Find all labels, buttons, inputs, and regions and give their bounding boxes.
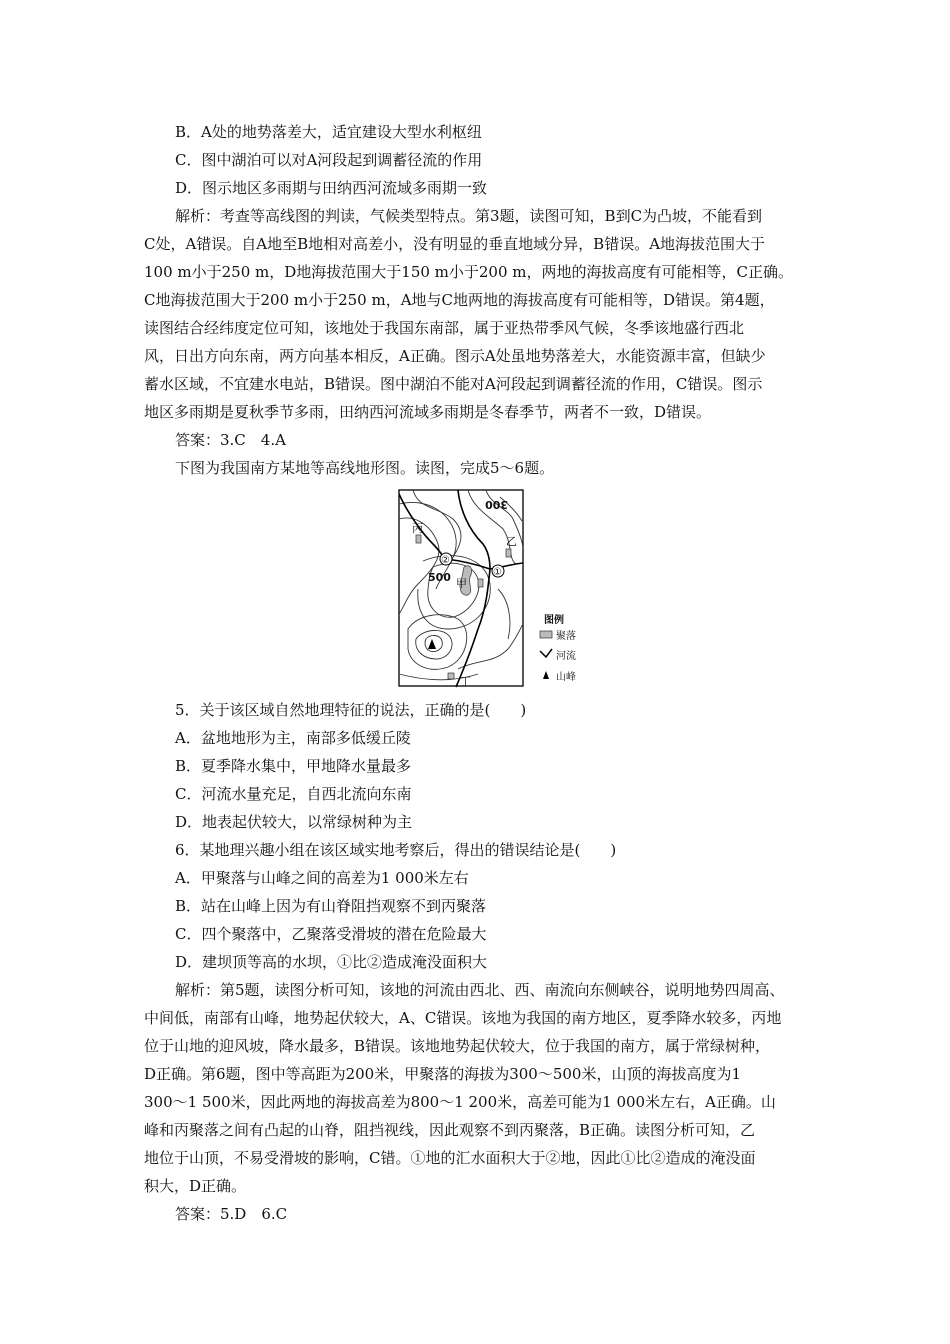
analysis1-line: C处，A错误。自A地至B地相对高差小，没有明显的垂直地域分异，B错误。A地海拔范围大于 (144, 235, 766, 253)
contour-map (398, 489, 590, 689)
analysis2-line: 峰和丙聚落之间有凸起的山脊，阻挡视线，因此观察不到丙聚落，B正确。读图分析可知，乙 (144, 1121, 756, 1139)
legend-title: 图例 (544, 615, 564, 626)
q6-option-a: A．甲聚落与山峰之间的高差为1 000米左右 (175, 869, 469, 887)
option-c: C．图中湖泊可以对A河段起到调蓄径流的作用 (175, 151, 483, 169)
label-circle-2: ② (441, 555, 450, 566)
label-bing: 丙 (412, 522, 423, 535)
map-intro: 下图为我国南方某地等高线地形图。读图，完成5～6题。 (175, 459, 555, 477)
analysis1-line: 读图结合经纬度定位可知，该地处于我国东南部，属于亚热带季风气候，冬季该地盛行西北 (144, 319, 745, 337)
option-d: D．图示地区多雨期与田纳西河流域多雨期一致 (175, 179, 488, 197)
legend-settlement-swatch (540, 631, 552, 638)
analysis2-line: 位于山地的迎风坡，降水最多，B错误。该地地势起伏较大，位于我国的南方，属于常绿树种， (144, 1037, 771, 1055)
analysis2-line: 300～1 500米，因此两地的海拔高差为800～1 200米，高差可能为1 000米左右，A正确。山 (144, 1093, 776, 1111)
analysis1-line: 地区多雨期是夏秋季节多雨，田纳西河流域多雨期是冬春季节，两者不一致，D错误。 (144, 403, 712, 421)
analysis2-line: 地位于山顶，不易受滑坡的影响，C错。①地的汇水面积大于②地，因此①比②造成的淹没面 (144, 1149, 756, 1167)
label-300: 300 (485, 498, 508, 511)
legend-peak-icon (543, 671, 549, 679)
analysis2-line: 中间低，南部有山峰，地势起伏较大，A、C错误。该地为我国的南方地区，夏季降水较多，丙地 (144, 1009, 782, 1027)
q5-option-d: D．地表起伏较大，以常绿树种为主 (175, 813, 413, 831)
label-yi: 乙 (506, 535, 517, 548)
analysis1-line: 风，日出方向东南，两方向基本相反，A正确。图示A处虽地势落差大，水能资源丰富，但缺少 (144, 347, 766, 365)
map-legend (540, 613, 576, 683)
settlement-yi (506, 549, 511, 557)
q5-option-c: C．河流水量充足，自西北流向东南 (175, 785, 412, 803)
label-500: 500 (428, 571, 451, 584)
label-ding: 丁 (460, 675, 471, 688)
q6-stem: 6．某地理兴趣小组在该区域实地考察后，得出的错误结论是( ) (175, 841, 617, 859)
q6-option-d: D．建坝顶等高的水坝，①比②造成淹没面积大 (175, 953, 488, 971)
answer-1: 答案：3.C 4.A (175, 431, 286, 449)
analysis1-line: 100 m小于250 m，D地海拔范围大于150 m小于200 m，两地的海拔高度有可能相等，C正确。 (144, 263, 793, 281)
legend-settlement: 聚落 (556, 631, 576, 642)
analysis2-line: 解析：第5题，读图分析可知，该地的河流由西北、西、南流向东侧峡谷，说明地势四周高、 (175, 981, 785, 999)
label-circle-1: ① (493, 567, 502, 578)
q6-option-c: C．四个聚落中，乙聚落受滑坡的潜在危险最大 (175, 925, 487, 943)
settlement-jia (478, 579, 483, 587)
label-jia: 甲 (456, 577, 467, 590)
analysis2-line: D正确。第6题，图中等高距为200米，甲聚落的海拔为300～500米，山顶的海拔高度为1 (144, 1065, 742, 1083)
contour-map-svg (398, 489, 590, 689)
legend-river-swatch (540, 649, 552, 657)
q5-option-b: B．夏季降水集中，甲地降水量最多 (175, 757, 412, 775)
answer-2: 答案：5.D 6.C (175, 1205, 288, 1223)
q6-option-b: B．站在山峰上因为有山脊阻挡观察不到丙聚落 (175, 897, 487, 915)
analysis1-line: 蓄水区域，不宜建水电站，B错误。图中湖泊不能对A河段起到调蓄径流的作用，C错误。图示 (144, 375, 763, 393)
legend-peak: 山峰 (556, 672, 576, 683)
settlement-ding (448, 673, 454, 679)
analysis1-line: 解析：考查等高线图的判读，气候类型特点。第3题，读图可知，B到C为凸坡，不能看到 (175, 207, 763, 225)
legend-river: 河流 (556, 651, 576, 662)
analysis1-line: C地海拔范围大于200 m小于250 m，A地与C地两地的海拔高度有可能相等，D错误。第4题， (144, 291, 775, 309)
q5-stem: 5．关于该区域自然地理特征的说法，正确的是( ) (175, 701, 527, 719)
q5-option-a: A．盆地地形为主，南部多低缓丘陵 (175, 729, 411, 747)
settlement-bing (416, 535, 421, 543)
option-b: B．A处的地势落差大，适宜建设大型水利枢纽 (175, 123, 482, 141)
analysis2-line: 积大，D正确。 (144, 1177, 247, 1195)
